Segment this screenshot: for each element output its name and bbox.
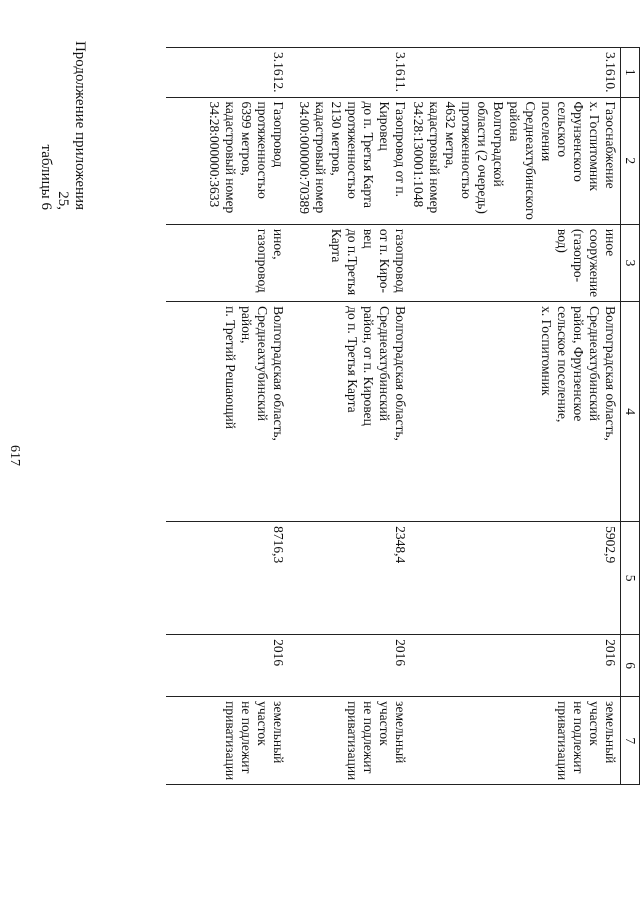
row-number: 3.1612. bbox=[166, 48, 288, 98]
table-row bbox=[166, 48, 288, 785]
header-col-2: 2 bbox=[621, 97, 640, 224]
table-row bbox=[288, 48, 410, 785]
header-col-1: 1 bbox=[621, 48, 640, 98]
object-year: 2016 bbox=[288, 635, 410, 697]
continuation-caption: Продолжение приложения 25, таблицы 6 bbox=[38, 40, 88, 210]
object-note: земельный участок не подлежит приватизации bbox=[410, 697, 621, 785]
object-address: Волгоградская область, Среднеахтубинский район, Фрунзенское сельское поселение, х. Госпитомник bbox=[410, 302, 621, 522]
object-name: Газопровод от п. Кировец до п. Третья Карта протяженностью 2130 метров, кадастровый номер 34:00:000000:70389 bbox=[288, 97, 410, 224]
object-note: земельный участок не подлежит приватизации bbox=[166, 697, 288, 785]
object-type: газопровод от п. Киро- вец до п.Третья Карта bbox=[288, 224, 410, 301]
object-address: Волгоградская область, Среднеахтубинский район, п. Третий Решающий bbox=[166, 302, 288, 522]
object-value: 2348,4 bbox=[288, 522, 410, 635]
table-row bbox=[410, 48, 621, 785]
property-table bbox=[166, 47, 640, 785]
object-type: иное, газопровод bbox=[166, 224, 288, 301]
header-col-5: 5 bbox=[621, 522, 640, 635]
header-col-7: 7 bbox=[621, 697, 640, 785]
object-name: Газоснабжение х. Госпитомник Фрунзенского сельского поселения Среднеахтубинского района Волгоградской области (2 очередь) протяженностью 4632 метра, кадастровый номер 34:28:130001:1048 bbox=[410, 97, 621, 224]
object-value: 5902,9 bbox=[410, 522, 621, 635]
header-row bbox=[621, 48, 640, 785]
object-note: земельный участок не подлежит приватизации bbox=[288, 697, 410, 785]
object-year: 2016 bbox=[410, 635, 621, 697]
row-number: 3.1611. bbox=[288, 48, 410, 98]
object-year: 2016 bbox=[166, 635, 288, 697]
page-number: 617 bbox=[7, 445, 22, 466]
object-name: Газопровод протяженностью 6399 метров, кадастровый номер 34:28:000000:3633 bbox=[166, 97, 288, 224]
object-type: иное сооружение (газопро- вод) bbox=[410, 224, 621, 301]
row-number: 3.1610. bbox=[410, 48, 621, 98]
header-col-3: 3 bbox=[621, 224, 640, 301]
header-col-6: 6 bbox=[621, 635, 640, 697]
object-value: 8716,3 bbox=[166, 522, 288, 635]
object-address: Волгоградская область, Среднеахтубинский район, от п. Кировец до п. Третья Карта bbox=[288, 302, 410, 522]
header-col-4: 4 bbox=[621, 302, 640, 522]
